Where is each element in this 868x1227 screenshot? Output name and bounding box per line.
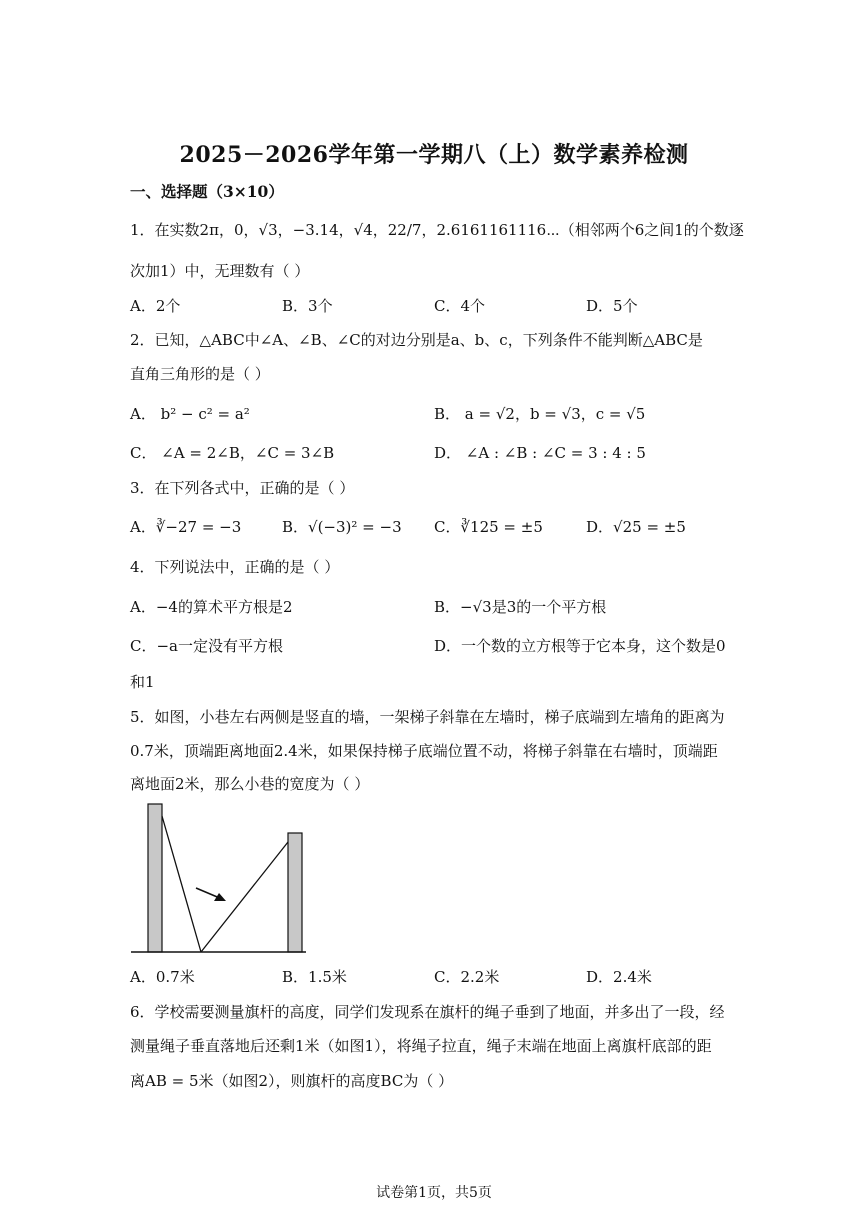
q1-option-c: C．4个	[434, 297, 486, 315]
q5-option-b: B．1.5米	[282, 968, 347, 986]
ladder-alley-figure	[128, 800, 310, 958]
triangle-icon: △	[199, 331, 212, 349]
page-footer: 试卷第1页，共5页	[376, 1185, 492, 1201]
q1-stem-tail: （相邻两个6之间1的个数逐	[559, 221, 744, 239]
q1-option-d: D．5个	[586, 297, 638, 315]
question-3-stem: 3．在下列各式中，正确的是（ ）	[130, 479, 355, 497]
question-6-line-2: 测量绳子垂直落地后还剩1米（如图1），将绳子拉直，绳子末端在地面上离旗杆底部的距	[130, 1037, 712, 1055]
q3-option-d: D．√25 = ±5	[586, 518, 686, 536]
question-5-line-2: 0.7米，顶端距离地面2.4米，如果保持梯子底端位置不动，将梯子斜靠在右墙时，顶端距	[130, 742, 718, 760]
section-heading: 一、选择题（3×10）	[130, 182, 284, 201]
question-1-line-1: 1．在实数2π，0，√3，−3.14，√4，22/7，2.6161161116⋯（相邻两个6之间1的个数逐	[130, 221, 744, 239]
question-4-stem: 4．下列说法中，正确的是（ ）	[130, 558, 340, 576]
q3-option-a: A．∛−27 = −3	[130, 518, 242, 536]
ladder-left	[162, 816, 201, 952]
question-6-line-3: 离AB = 5米（如图2），则旗杆的高度BC为（ ）	[130, 1072, 454, 1090]
triangle-icon: △	[642, 331, 655, 349]
question-1-line-2: 次加1）中，无理数有（ ）	[130, 262, 310, 280]
q2-option-c: C． ∠A = 2∠B，∠C = 3∠B	[130, 444, 335, 462]
q1-item: 0	[233, 221, 244, 239]
q1-item: 2.6161161116⋯	[436, 221, 560, 239]
ladder-right	[201, 842, 288, 952]
page-title: 2025－2026学年第一学期八（上）数学素养检测	[179, 142, 689, 168]
q5-option-c: C．2.2米	[434, 968, 500, 986]
right-wall	[288, 833, 302, 952]
question-5-line-3: 离地面2米，那么小巷的宽度为（ ）	[130, 775, 370, 793]
q1-option-a: A．2个	[130, 297, 181, 315]
q4-option-d: D．一个数的立方根等于它本身，这个数是0	[434, 637, 726, 655]
q2-option-a: A． b² − c² = a²	[130, 405, 250, 423]
q4-option-b: B．−√3是3的一个平方根	[434, 598, 607, 616]
q1-stem-start: 1．在实数	[130, 221, 200, 239]
question-2-line-2: 直角三角形的是（ ）	[130, 365, 270, 383]
question-6-line-1: 6．学校需要测量旗杆的高度，同学们发现系在旗杆的绳子垂到了地面，并多出了一段，经	[130, 1003, 725, 1021]
q1-item: √3	[258, 221, 278, 239]
q2-stem-c: ABC是	[654, 331, 703, 349]
q5-option-d: D．2.4米	[586, 968, 652, 986]
left-wall	[148, 804, 162, 952]
q5-option-a: A．0.7米	[130, 968, 195, 986]
q2-stem-b: ABC中∠A、∠B、∠C的对边分别是a、b、c，下列条件不能判断	[211, 331, 643, 349]
q4-option-a: A．−4的算术平方根是2	[130, 598, 293, 616]
q4-option-d-continued: 和1	[130, 673, 155, 691]
q3-option-b: B．√(−3)² = −3	[282, 518, 402, 536]
q2-stem-a: 2．已知，	[130, 331, 200, 349]
q1-item: −3.14	[292, 221, 339, 239]
q1-option-b: B．3个	[282, 297, 333, 315]
question-5-line-1: 5．如图，小巷左右两侧是竖直的墙，一架梯子斜靠在左墙时，梯子底端到左墙角的距离为	[130, 708, 725, 726]
q4-option-c: C．−a一定没有平方根	[130, 637, 283, 655]
q1-item: 2π	[199, 221, 219, 239]
q2-option-d: D． ∠A : ∠B : ∠C = 3 : 4 : 5	[434, 444, 646, 462]
question-2-line-1	[130, 330, 703, 350]
q1-item: √4	[353, 221, 373, 239]
q2-option-b: B． a = √2，b = √3，c = √5	[434, 405, 646, 423]
q1-item: 22/7	[387, 221, 422, 239]
q3-option-c: C．∛125 = ±5	[434, 518, 543, 536]
